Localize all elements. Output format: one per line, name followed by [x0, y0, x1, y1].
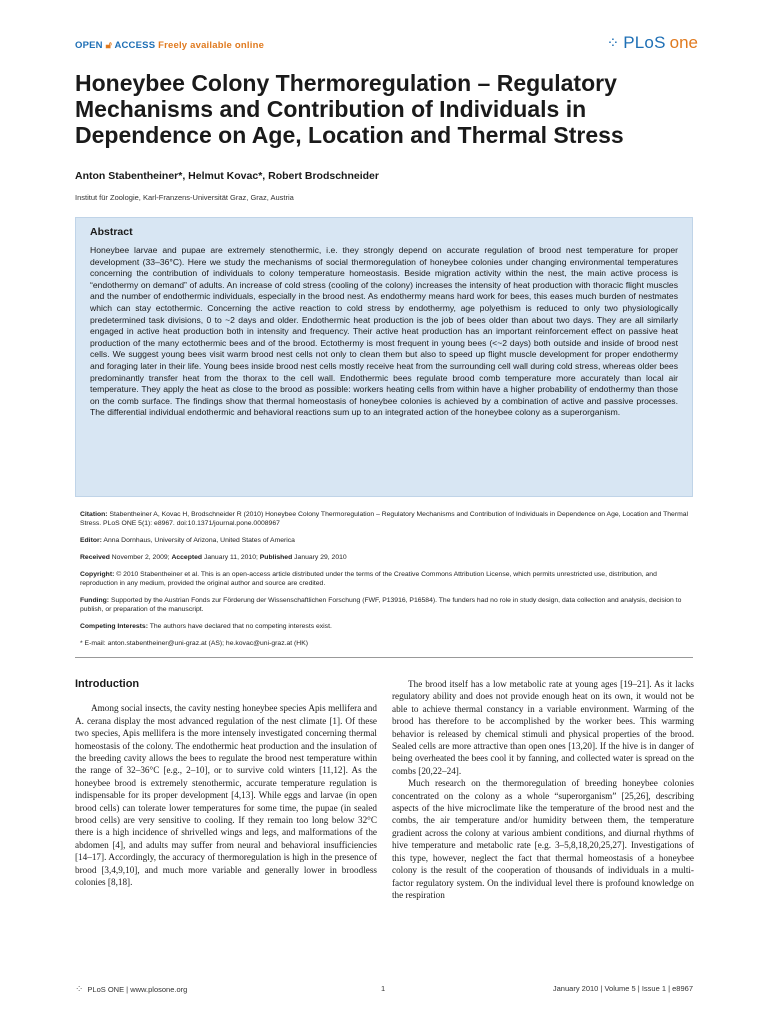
abstract-text: Honeybee larvae and pupae are extremely stenothermic, i.e. they strongly depend on accurate regulation of brood nest temperature for proper development (33–36°C). Here we study the mechanisms of social thermoregulation of honeybee colonies under changing environmental temperatures concerning the contribution of individuals to colony temperature homeostasis. Beside migration activity within the nest, the main active process is “endothermy on demand” of adults. An increase of cold stress (cooling of the colony) increases the intensity of heat production with thoracic flight muscles and the number of endothermic individuals, especially in the brood nest. As endothermy means hard work for bees, this eases much burden of nestmates which can stay ectothermic. Concerning the active reaction to cold stress by endothermy, age polyethism is reduced to only two physiologically predetermined task divisions, 0 to ~2 days and older. Endothermic heat production is the job of bees older than about two days. They are all similarly engaged in active heat production both in intensity and frequency. Their active heat production has an important reinforcement effect on passive heat production of the many ectothermic bees and of the brood. Ectothermy is most frequent in young bees (<~2 days) both outside and inside of brood nest cells. We suggest young bees visit warm brood nest cells not only to clean them but also to speed up flight muscle development for proper endothermy and foraging later in their life. Young bees inside brood nest cells mostly receive heat from the surrounding cell wall during cold stress, whereas older bees predominantly transfer heat from the thorax to the cell wall. Endothermic bees regulate brood comb temperature more accurately than local air temperature. They apply the heat as close to the brood as possible: workers heating cells from within have a higher probability of endothermy than those on the comb surface. The findings show that thermal homeostasis of honeybee colonies is achieved by a combination of active and passive processes. The differential individual endothermic and behavioral reactions sum up to an integrated action of the honeybee colony as a superorganism. — [90, 245, 678, 418]
section-divider — [75, 657, 693, 658]
competing-line — [80, 622, 690, 631]
published-label: Published — [259, 554, 293, 561]
page-number: 1 — [381, 984, 386, 993]
copyright-text: © 2010 Stabentheiner et al. This is an open-access article distributed under the terms of the Creative Commons Attribution License, which permits unrestricted use, distribution, and reproduction in any medium, provided the original author and source are credited. — [80, 571, 657, 587]
received-label: Received — [80, 554, 110, 561]
footer-journal-text[interactable]: PLoS ONE | www.plosone.org — [87, 985, 188, 994]
page-footer — [75, 980, 693, 1000]
received-date: November 2, 2009; — [111, 554, 170, 561]
plos-one-logo — [607, 30, 698, 56]
accepted-date: January 11, 2010; — [203, 554, 258, 561]
open-access-lock-icon: 🔓︎ — [105, 40, 112, 51]
open-access-label — [75, 40, 264, 51]
access-word: ACCESS — [114, 40, 156, 51]
editor-line — [80, 536, 690, 545]
intro-paragraph-2: The brood itself has a low metabolic rate at young ages [19–21]. As it lacks regulatory ability and does not provide enough heat on its own, it would not be able to achieve thermal constancy in a variable environment. Warming of the brood has therefore to be accomplished by the worker bees. This warming behavior is released by chemical stimuli and physical properties of the brood. Sealed cells are more attractive than open ones [13,20]. If the hive is in danger of being overheated the bees cool it by fanning, and collected water is spread on the combs [20,22–24]. — [392, 679, 694, 776]
right-column — [392, 678, 694, 901]
introduction-heading: Introduction — [75, 678, 140, 690]
left-column — [75, 678, 377, 889]
competing-text: The authors have declared that no competing interests exist. — [149, 623, 332, 630]
editor-label: Editor: — [80, 537, 102, 544]
intro-paragraph-1: Among social insects, the cavity nesting honeybee species Apis mellifera and A. cerana display the most advanced regulation of the nest climate [1]. Of these two species, Apis mellifera is the more intensely investigated concerning thermal homeostasis of the colony. The endothermic heat production and the insulation of the breeding cavity allows the bees to regulate the brood nest temperature within the range of 32–36°C [e.g., 2–10], or to survive cold winters [11,12]. As the honeybee brood is extremely stenothermic, accurate temperature regulation is indispensable for its proper development [4,13]. While eggs and larvae (in open brood cells) can tolerate lower temperatures for some time, the pupae (in sealed brood cells) are very sensitive to cooling. If they remain too long below 32°C there is a high incidence of shrivelled wings and legs, and malformations of the abdomen [4], and adults may suffer from neural and behavioral insufficiencies [14–17]. Accordingly, the accuracy of thermoregulation is high in the presence of brood [3,4,9,10], and much more variable and generally lower in broodless colonies [8,18]. — [75, 703, 377, 888]
logo-one-text: one — [669, 33, 698, 52]
plos-footer-icon: ⁘ — [75, 984, 84, 995]
published-date: January 29, 2010 — [294, 554, 347, 561]
funding-line — [80, 596, 690, 614]
copyright-line — [80, 570, 690, 588]
email-line[interactable]: * E-mail: anton.stabentheiner@uni-graz.at (AS); he.kovac@uni-graz.at (HK) — [80, 640, 309, 647]
citation-label: Citation: — [80, 511, 108, 518]
citation-line — [80, 510, 690, 528]
funding-label: Funding: — [80, 597, 110, 604]
funding-text: Supported by the Austrian Fonds zur Förderung der Wissenschaftlichen Forschung (FWF, P13916, P16584). The funders had no role in study design, data collection and analysis, decision to publish, or preparation of the manuscript. — [80, 597, 682, 613]
plos-dots-icon: ⁘ — [606, 35, 620, 52]
abstract-heading: Abstract — [90, 226, 133, 238]
footer-journal — [75, 984, 187, 995]
journal-header — [75, 33, 698, 62]
open-word: OPEN — [75, 40, 103, 51]
author-list: Anton Stabentheiner*, Helmut Kovac*, Robert Brodschneider — [75, 170, 379, 182]
article-title: Honeybee Colony Thermoregulation – Regulatory Mechanisms and Contribution of Individuals in Dependence on Age, Location and Thermal Stress — [75, 70, 624, 148]
editor-text: Anna Dornhaus, University of Arizona, United States of America — [103, 537, 295, 544]
abstract-box — [75, 217, 693, 497]
free-text: Freely available online — [158, 40, 265, 51]
competing-label: Competing Interests: — [80, 623, 148, 630]
affiliation: Institut für Zoologie, Karl-Franzens-Universität Graz, Graz, Austria — [75, 193, 294, 202]
citation-text: Stabentheiner A, Kovac H, Brodschneider R (2010) Honeybee Colony Thermoregulation – Regulatory Mechanisms and Contribution of Individuals in Dependence on Age, Location and Thermal Stress. PLoS ONE 5(1): e8967. doi:10.1371/journal.pone.0008967 — [80, 511, 689, 527]
copyright-label: Copyright: — [80, 571, 115, 578]
accepted-label: Accepted — [171, 554, 203, 561]
logo-plos-text: PLoS — [623, 33, 666, 52]
intro-paragraph-3: Much research on the thermoregulation of breeding honeybee colonies concentrated on the colony as a whole “superorganism” [25,26], describing aspects of the hive microclimate like the temperature of the brood nest and the combs, the air temperature and/or humidity between them, the temperature gradient across the colony at various ambient conditions, and diurnal rhythms of hive temperature and metabolic rate [e.g. 3–5,8,18,20,25,27]. Investigations of this type, however, neglect the fact that thermal homeostasis of a honeybee colony is the result of the cooperation of thousands of individuals in a multi-factor regulatory system. On the individual level there is profound knowledge on the respiration — [392, 778, 694, 900]
dates-line — [80, 553, 690, 562]
issue-info: January 2010 | Volume 5 | Issue 1 | e8967 — [552, 984, 693, 993]
article-metadata — [80, 510, 690, 656]
